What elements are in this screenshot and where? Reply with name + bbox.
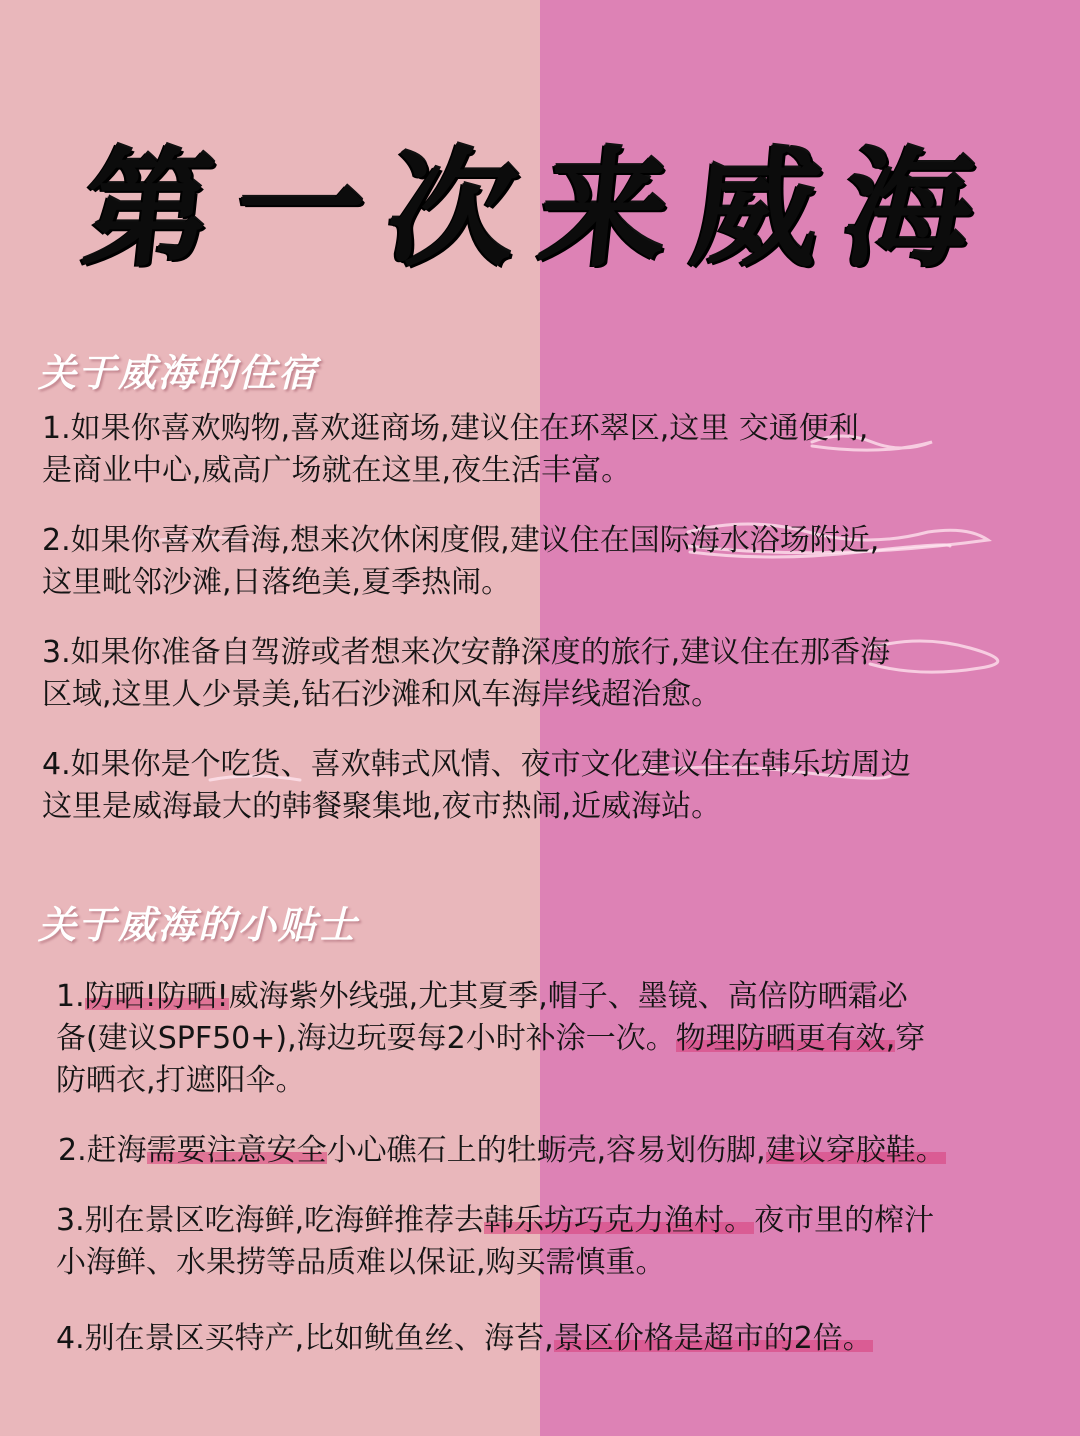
section-heading-tips: 关于威海的小贴士 <box>38 903 359 947</box>
item-line: 是商业中心,威高广场就在这里,夜生活丰富。 <box>42 453 632 488</box>
accommodation-item-4 <box>42 744 911 828</box>
tip-item-1 <box>56 976 925 1102</box>
tip-highlight: 景区价格是超市的2倍。 <box>553 1321 873 1356</box>
tip-highlight: 韩乐坊巧克力渔村。 <box>484 1203 755 1238</box>
tip-line: 小海鲜、水果捞等品质难以保证,购买需慎重。 <box>56 1245 666 1280</box>
item-line: 2.如果你喜欢看海,想来次休闲度假,建议住在国际海水浴场附近, <box>42 523 880 558</box>
page-title: 第一次来威海 <box>76 135 1004 285</box>
tip-item-3 <box>56 1200 934 1284</box>
item-line: 3.如果你准备自驾游或者想来次安静深度的旅行,建议住在那香海 <box>42 635 891 670</box>
tip-highlight: 防晒!防晒! <box>84 979 229 1014</box>
tip-item-4 <box>56 1318 873 1360</box>
tip-line: 防晒衣,打遮阳伞。 <box>56 1063 306 1098</box>
tip-line: 备(建议SPF50+),海边玩耍每2小时补涂一次。物理防晒更有效,穿 <box>56 1021 926 1056</box>
accommodation-item-2 <box>42 520 879 604</box>
tip-highlight: 建议穿胶鞋。 <box>765 1133 946 1168</box>
tip-item-2 <box>58 1130 946 1172</box>
item-line: 这里是威海最大的韩餐聚集地,夜市热闹,近威海站。 <box>42 789 722 824</box>
tip-line: 1.防晒!防晒!威海紫外线强,尤其夏季,帽子、墨镜、高倍防晒霜必 <box>56 979 908 1014</box>
accommodation-item-3 <box>42 632 890 716</box>
section-heading-accommodation: 关于威海的住宿 <box>38 351 319 395</box>
item-line: 区域,这里人少景美,钻石沙滩和风车海岸线超治愈。 <box>42 677 722 712</box>
item-line: 4.如果你是个吃货、喜欢韩式风情、夜市文化建议住在韩乐坊周边 <box>42 747 911 782</box>
tip-line: 4.别在景区买特产,比如鱿鱼丝、海苔,景区价格是超市的2倍。 <box>56 1321 873 1356</box>
tip-line: 2.赶海需要注意安全小心礁石上的牡蛎壳,容易划伤脚,建议穿胶鞋。 <box>58 1133 946 1168</box>
tip-line: 3.别在景区吃海鲜,吃海鲜推荐去韩乐坊巧克力渔村。夜市里的榨汁 <box>56 1203 935 1238</box>
accommodation-item-1 <box>42 408 868 492</box>
tip-highlight: 需要注意安全 <box>146 1133 327 1168</box>
item-line: 1.如果你喜欢购物,喜欢逛商场,建议住在环翠区,这里 交通便利, <box>42 411 869 446</box>
item-line: 这里毗邻沙滩,日落绝美,夏季热闹。 <box>42 565 512 600</box>
tip-highlight: 物理防晒更有效, <box>675 1021 896 1056</box>
